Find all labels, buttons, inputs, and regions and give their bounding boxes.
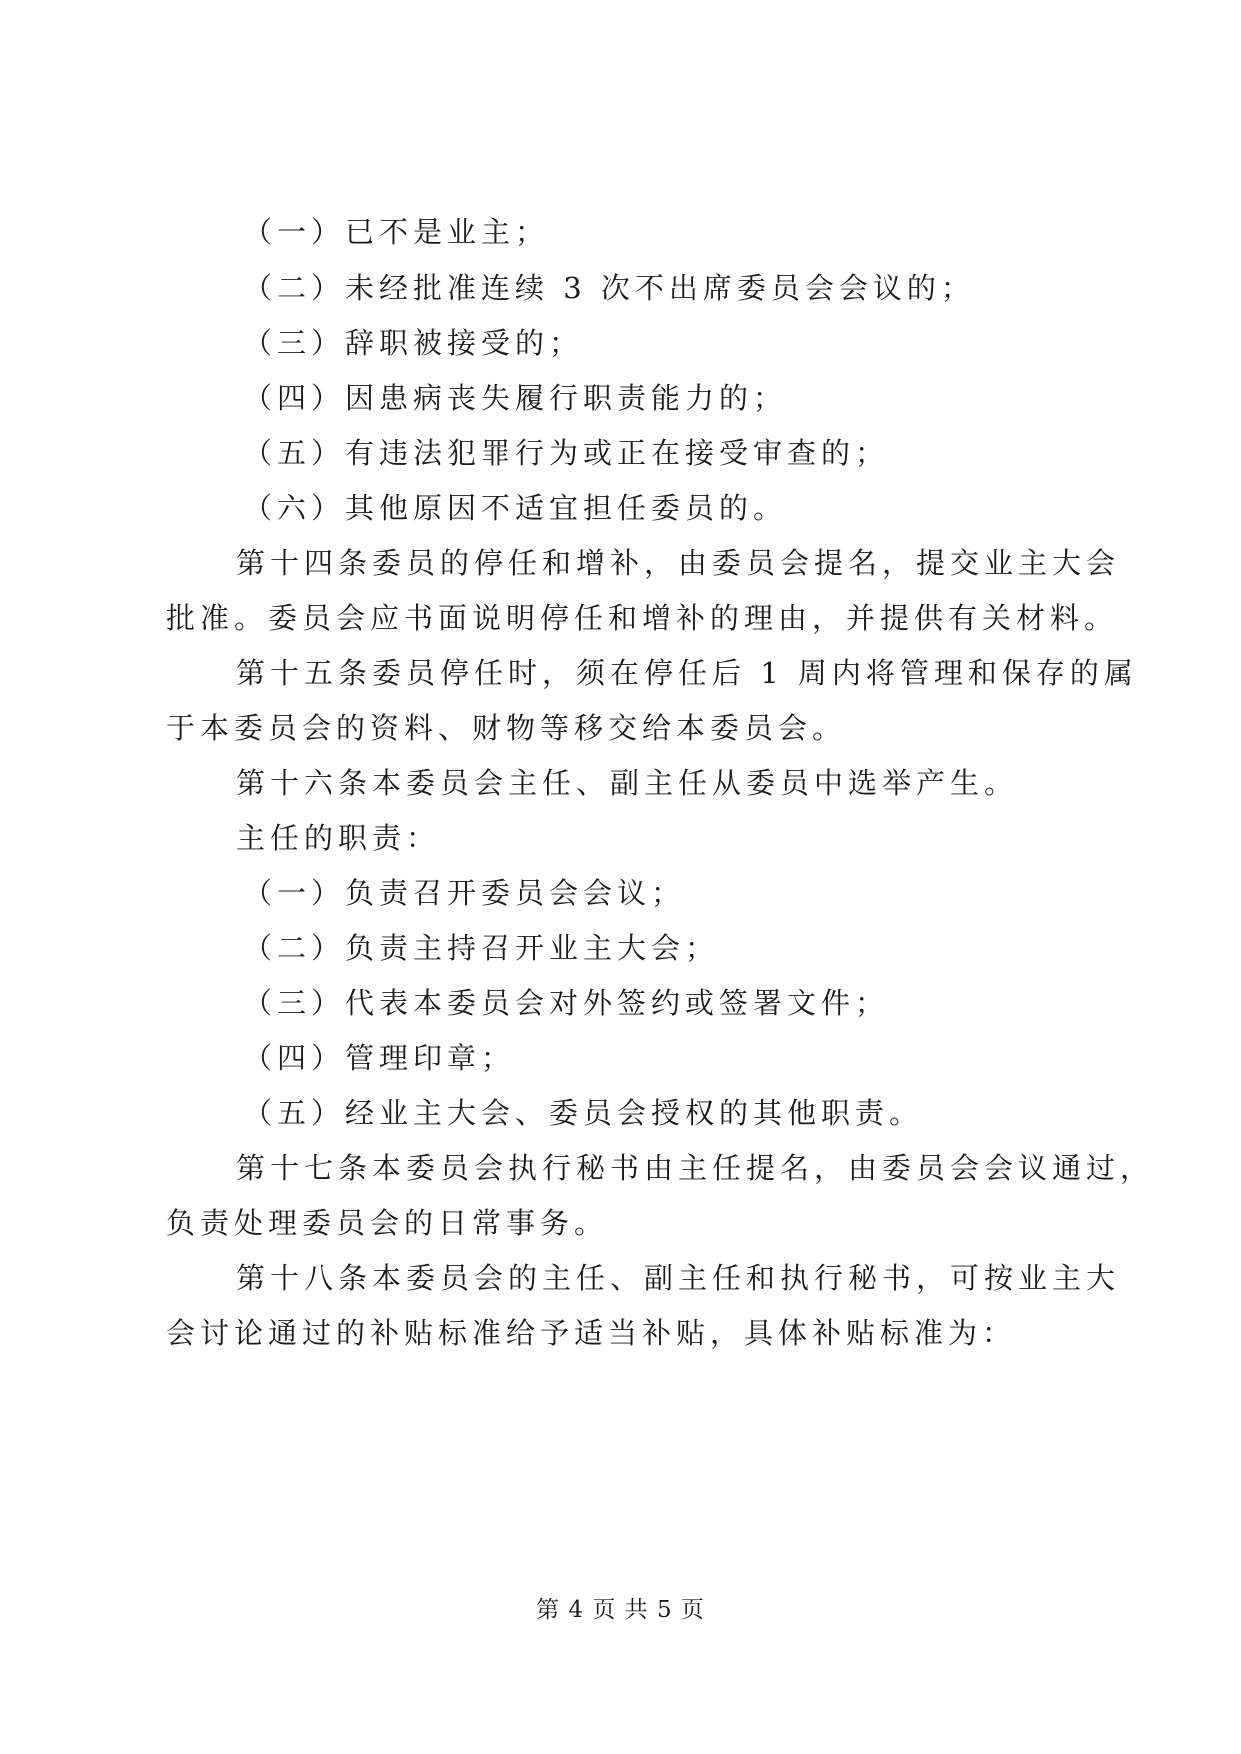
clause-item-2: （二）未经批准连续 3 次不出席委员会会议的； bbox=[243, 271, 975, 305]
duty-item-5: （五）经业主大会、委员会授权的其他职责。 bbox=[243, 1096, 924, 1130]
article-14-line-2: 批准。委员会应书面说明停任和增补的理由，并提供有关材料。 bbox=[166, 601, 1119, 635]
duty-item-3: （三）代表本委员会对外签约或签署文件； bbox=[243, 986, 890, 1020]
clause-item-5: （五）有违法犯罪行为或正在接受审查的； bbox=[243, 436, 890, 470]
clause-item-6: （六）其他原因不适宜担任委员的。 bbox=[243, 491, 788, 525]
article-18-line-1: 第十八条本委员会的主任、副主任和执行秘书，可按业主大 bbox=[236, 1261, 1121, 1295]
duty-item-4: （四）管理印章； bbox=[243, 1041, 516, 1075]
article-15-line-1: 第十五条委员停任时，须在停任后 1 周内将管理和保存的属 bbox=[236, 656, 1138, 690]
article-18-line-2: 会讨论通过的补贴标准给予适当补贴，具体补贴标准为： bbox=[166, 1316, 1017, 1350]
clause-item-4: （四）因患病丧失履行职责能力的； bbox=[243, 381, 788, 415]
article-17-line-1: 第十七条本委员会执行秘书由主任提名，由委员会会议通过， bbox=[236, 1151, 1155, 1185]
director-duties-heading: 主任的职责： bbox=[236, 821, 441, 855]
article-15-line-2: 于本委员会的资料、财物等移交给本委员会。 bbox=[166, 711, 847, 745]
duty-item-2: （二）负责主持召开业主大会； bbox=[243, 931, 720, 965]
article-16: 第十六条本委员会主任、副主任从委员中选举产生。 bbox=[236, 766, 1019, 800]
article-17-line-2: 负责处理委员会的日常事务。 bbox=[166, 1206, 609, 1240]
duty-item-1: （一）负责召开委员会会议； bbox=[243, 876, 686, 910]
clause-item-1: （一）已不是业主； bbox=[243, 215, 550, 249]
page-number-footer: 第 4 页 共 5 页 bbox=[536, 1597, 705, 1623]
clause-item-3: （三）辞职被接受的； bbox=[243, 326, 584, 360]
article-14-line-1: 第十四条委员的停任和增补，由委员会提名，提交业主大会 bbox=[236, 546, 1121, 580]
